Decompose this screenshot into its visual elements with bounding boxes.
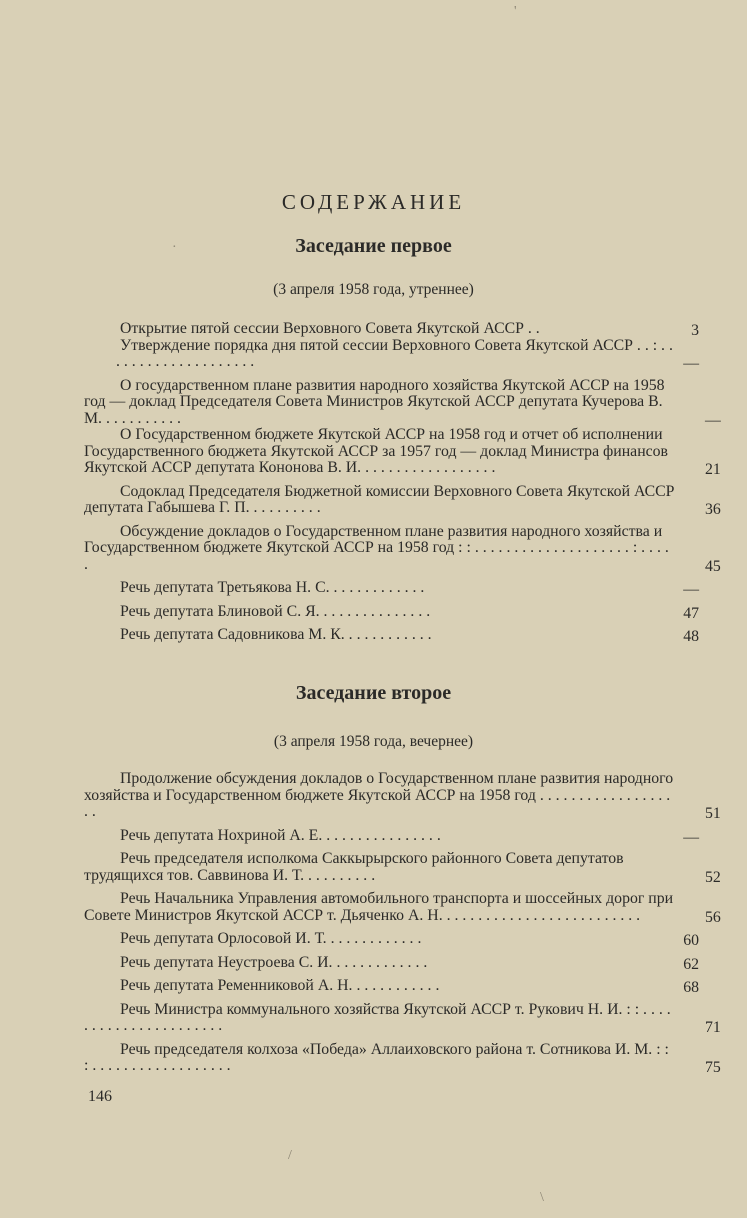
dot-leader: . . . . . . . . . . . .: [330, 930, 422, 947]
print-speck: ': [514, 4, 517, 19]
page-number: 52: [705, 868, 721, 886]
dot-leader: . . . . . . . . . . . . . . . . .: [365, 459, 496, 476]
entry-text: О государственном плане развития народного хозяйства Якутской АССР на 1958 год — доклад Председателя Совета Министров Якутской АССР депутата Кучерова В. М.: [84, 376, 665, 427]
toc-entry: [84, 770, 721, 822]
toc-entry: [84, 890, 721, 926]
dot-leader: . . . . . . . . .: [253, 499, 321, 516]
page-number: 48: [683, 628, 699, 645]
dot-leader: . . . . . . . . . . . .: [333, 579, 425, 596]
contents-title: СОДЕРЖАНИЕ: [281, 190, 466, 214]
page-number: 75: [705, 1059, 721, 1076]
entry-text: Содоклад Председателя Бюджетной комиссии Верховного Совета Якутской АССР депутата Габышева Г. П.: [84, 482, 675, 516]
dot-leader: . . : . . . . . . . . . . . . . . . . . . . .: [116, 336, 673, 370]
page-number: —: [683, 581, 699, 598]
entry-text: Речь депутата Ременниковой А. Н.: [120, 977, 353, 994]
page-number: 45: [705, 557, 721, 575]
session1-date: (3 апреля 1958 года, утреннее): [273, 281, 474, 298]
dot-leader: . . . . . . . . . .: [105, 409, 181, 427]
page-number: 68: [683, 979, 699, 996]
session1-title: Заседание первое: [295, 235, 452, 257]
toc-session1: [84, 320, 721, 645]
entry-text: Речь депутата Садовникова М. К.: [120, 626, 345, 643]
entry-text: Речь Начальника Управления автомобильного транспорта и шоссейных дорог при Совете Министров Якутской АССР т. Дьяченко А. Н.: [84, 890, 674, 924]
dot-leader: . . . . . . . . . . .: [348, 626, 432, 643]
entry-text: Утверждение порядка дня пятой сессии Верховного Совета Якутской АССР: [120, 336, 633, 354]
page-number: —: [683, 828, 699, 846]
page-folio: 146: [88, 1088, 112, 1105]
session2-date: (3 апреля 1958 года, вечернее): [273, 733, 474, 750]
toc-entry: [116, 930, 699, 949]
page-number: 62: [683, 955, 699, 973]
page-number: 3: [691, 322, 699, 339]
toc-entry: [116, 602, 699, 622]
page-number: —: [705, 411, 721, 429]
entry-text: Речь депутата Орлосовой И. Т.: [120, 930, 327, 947]
page-number: 56: [705, 908, 721, 926]
dot-leader: . . . . . . . . . . . . . .: [323, 602, 431, 620]
print-speck: ·: [172, 240, 177, 255]
toc-entry: [116, 977, 699, 996]
entry-text: Речь депутата Третьякова Н. С.: [120, 579, 330, 596]
toc-entry: [84, 426, 721, 478]
entry-text: Речь председателя колхоза «Победа» Аллаиховского района т. Сотникова И. М.: [120, 1040, 653, 1058]
page-number: 71: [705, 1019, 721, 1036]
print-speck: \: [540, 1190, 544, 1205]
dot-leader: . . . . . . . . . . .: [356, 977, 440, 994]
entry-text: Речь Министра коммунального хозяйства Якутской АССР т. Рукович Н. И.: [120, 1000, 623, 1018]
toc-entry: [116, 320, 699, 339]
entry-text: Продолжение обсуждения докладов о Государственном плане развития народного хозяйства и Государственном бюджете Якутской АССР на 1958 год: [84, 770, 674, 804]
dot-leader: . . . . . . . . . . . . . . . . . . . . . . . . .: [446, 906, 641, 924]
toc-entry: [84, 376, 721, 429]
page-number: 51: [705, 805, 721, 822]
dot-leader: . .: [527, 320, 540, 337]
page-number: 21: [705, 461, 721, 478]
toc-entry: [84, 1040, 721, 1076]
dot-leader: . . . . . . . . . . . .: [336, 953, 428, 971]
dot-leader: . . . . . . . . . . . . . . .: [326, 826, 441, 844]
dot-leader: . . . . . . . . .: [308, 866, 376, 884]
entry-text: Речь депутата Нохриной А. Е.: [120, 826, 323, 844]
toc-entry: [116, 953, 699, 973]
entry-text: Речь депутата Блиновой С. Я.: [120, 602, 320, 620]
entry-text: Речь председателя исполкома Саккырырского районного Совета депутатов трудящихся тов. Саввинова И. Т.: [84, 850, 624, 884]
dot-leader: : : . . . . . . . . . . . . . . . . . . . . : . . . . .: [84, 539, 669, 573]
toc-entry: [84, 1000, 721, 1036]
toc-session2: [84, 770, 721, 1076]
dot-leader: . . . . . . . . . . . . . . . . . . .: [84, 786, 671, 820]
dot-leader: : : : . . . . . . . . . . . . . . . . . .: [84, 1040, 669, 1074]
entry-text: Обсуждение докладов о Государственном плане развития народного хозяйства и Государственном бюджете Якутской АССР на 1958 год: [84, 522, 663, 556]
toc-entry: [84, 522, 721, 575]
dot-leader: : : . . . . . . . . . . . . . . . . . . . . . .: [84, 1000, 671, 1034]
print-speck: /: [288, 1148, 292, 1163]
toc-entry: [84, 482, 721, 518]
entry-text: Речь депутата Неустроева С. И.: [120, 953, 333, 971]
toc-entry: [84, 850, 721, 886]
entry-text: Открытие пятой сессии Верховного Совета Якутской АССР: [120, 320, 524, 337]
toc-entry: [116, 336, 699, 372]
page-number: 60: [683, 932, 699, 949]
toc-entry: [116, 826, 699, 846]
entry-text: О Государственном бюджете Якутской АССР на 1958 год и отчет об исполнении Государственного бюджета Якутской АССР за 1957 год — доклад Министра финансов Якутской АССР депутата Кононова В. И.: [84, 426, 669, 476]
page-number: 36: [705, 501, 721, 518]
session2-title: Заседание второе: [295, 682, 452, 704]
toc-entry: [116, 579, 699, 598]
page-number: 47: [683, 604, 699, 622]
toc-entry: [116, 626, 699, 645]
page-number: —: [683, 355, 699, 372]
